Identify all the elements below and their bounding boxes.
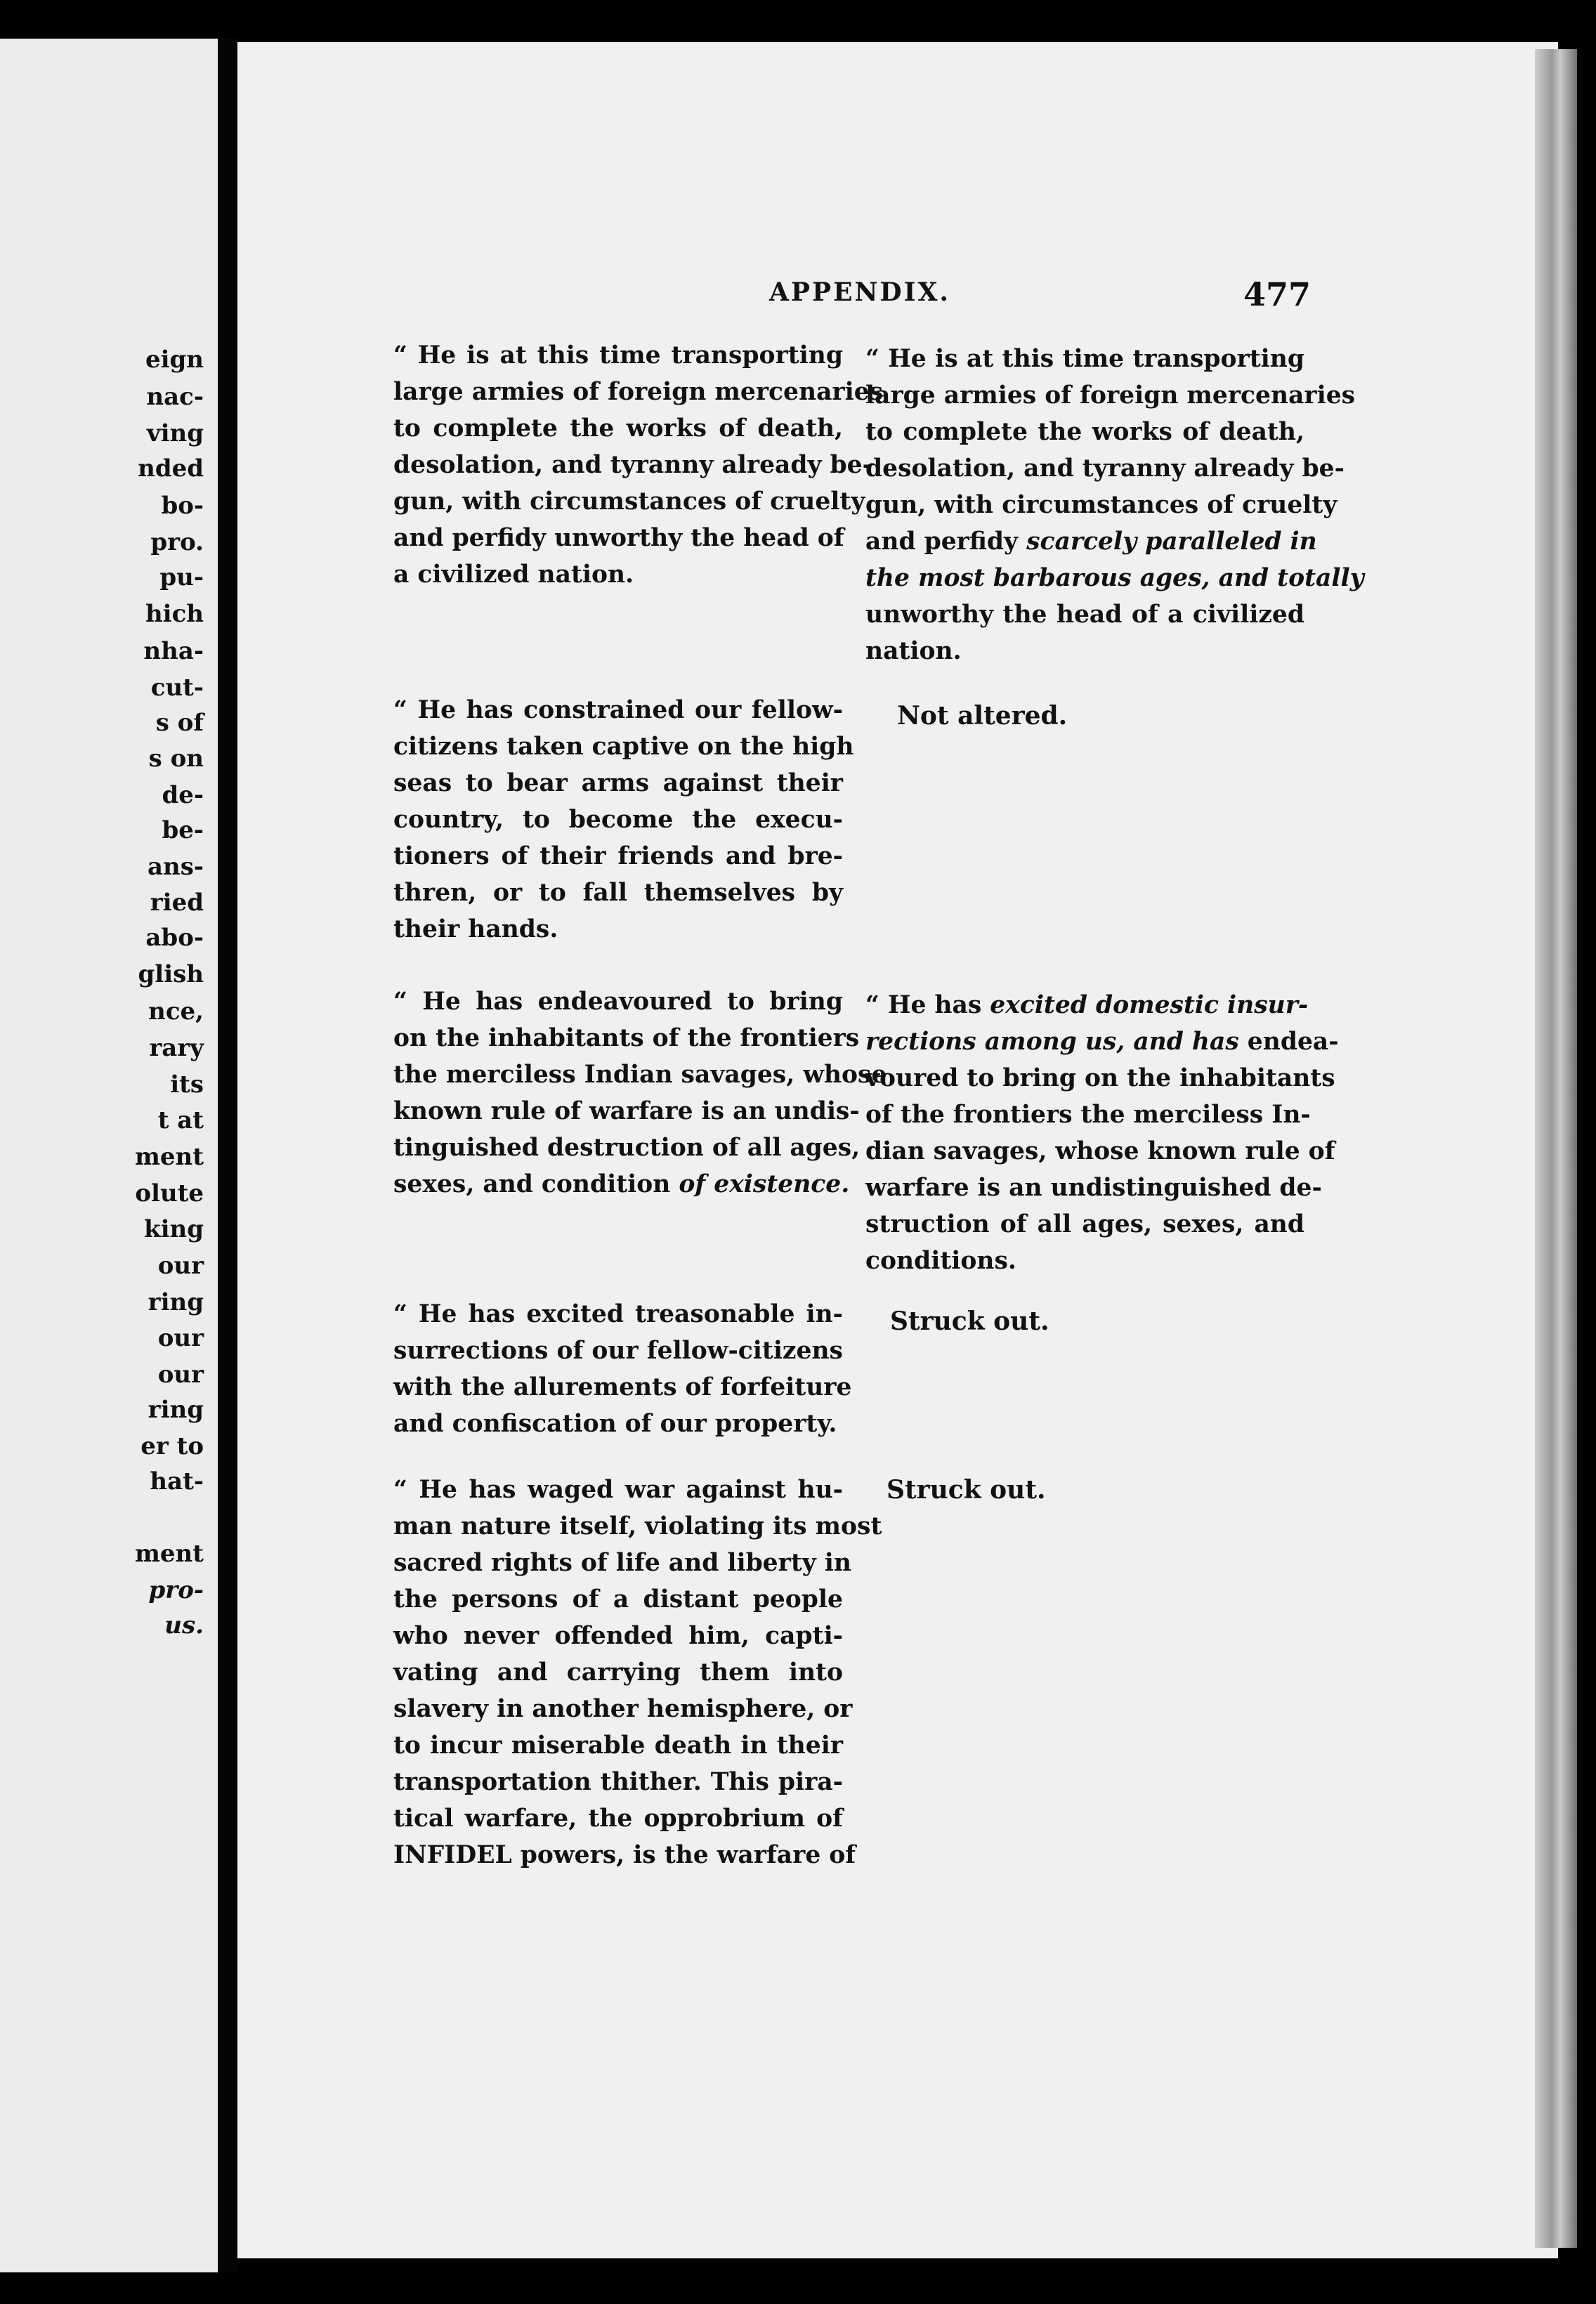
text-line: to complete the works of death, <box>393 414 843 443</box>
fragment-text: bo- <box>161 492 204 520</box>
fragment-text: s of <box>155 709 204 737</box>
text-line: warfare is an undistinguished de- <box>865 1174 1322 1202</box>
text-line: gun, with circumstances of cruelty <box>393 487 865 516</box>
book-gutter <box>218 39 239 2272</box>
fragment-text: nded <box>138 454 204 483</box>
fragment-text: ried <box>150 889 204 917</box>
fragment-text: glish <box>138 960 204 988</box>
fragment-text: pro- <box>148 1576 204 1604</box>
text-line: man nature itself, violating its most <box>393 1512 882 1540</box>
text-line: vating and carrying them into <box>393 1658 843 1687</box>
fragment-text: our <box>157 1361 204 1389</box>
italic-run: of existence. <box>679 1170 850 1198</box>
text-line: slavery in another hemisphere, or <box>393 1695 853 1723</box>
fragment-text: ring <box>148 1288 204 1316</box>
text-line: the persons of a distant people <box>393 1585 843 1614</box>
text-line: their hands. <box>393 915 558 943</box>
fragment-text: s on <box>148 745 204 773</box>
text-line: dian savages, whose known rule of <box>865 1137 1335 1165</box>
fragment-text: olute <box>135 1179 204 1207</box>
text-line: struction of all ages, sexes, and <box>865 1210 1304 1238</box>
fragment-text: pu- <box>159 563 204 591</box>
text-line: large armies of foreign mercenaries <box>393 378 884 406</box>
text-line: who never offended him, capti- <box>393 1622 843 1650</box>
text-line: sacred rights of life and liberty in <box>393 1549 851 1577</box>
fragment-text: its <box>170 1071 204 1099</box>
right-paragraph-1 <box>865 341 1364 669</box>
paragraph-3 <box>393 983 887 1203</box>
fragment-text: de- <box>162 781 204 809</box>
fragment-text: hat- <box>150 1467 204 1495</box>
text-line: country, to become the execu- <box>393 806 843 834</box>
facing-page <box>0 39 218 2272</box>
fragment-text: ment <box>134 1143 204 1171</box>
text-line: and confiscation of our property. <box>393 1410 837 1438</box>
text-line <box>865 987 1309 1023</box>
fragment-text: king <box>144 1215 204 1243</box>
fragment-text: nha- <box>143 637 204 665</box>
italic-run: excited domestic insur- <box>990 991 1309 1019</box>
text-line: “ He has constrained our fellow- <box>393 696 843 724</box>
fragment-text: er to <box>140 1432 204 1460</box>
text-run: “ He has <box>865 991 982 1019</box>
text-line: “ He is at this time transporting <box>865 345 1304 373</box>
fragment-text: ving <box>146 419 204 447</box>
fragment-text: ment <box>134 1540 204 1568</box>
fragment-text: rary <box>149 1034 204 1062</box>
text-line: citizens taken captive on the high <box>393 733 854 761</box>
italic-run: scarcely paralleled in <box>1026 528 1317 556</box>
text-line <box>865 523 1317 560</box>
text-line: desolation, and tyranny already be- <box>865 454 1345 483</box>
text-run: and perfidy <box>865 528 1019 556</box>
text-line: with the allurements of forfeiture <box>393 1373 852 1401</box>
fragment-text: be- <box>162 816 204 844</box>
text-line: transportation thither. This pira- <box>393 1768 843 1796</box>
text-line: “ He has excited treasonable in- <box>393 1300 843 1328</box>
text-line: seas to bear arms against their <box>393 769 843 797</box>
text-line: gun, with circumstances of cruelty <box>865 491 1337 519</box>
fragment-text: ring <box>148 1396 204 1424</box>
text-line: surrections of our fellow-citizens <box>393 1337 843 1365</box>
text-line: known rule of warfare is an undis- <box>393 1097 860 1125</box>
text-line: tioners of their friends and bre- <box>393 842 843 870</box>
not-altered-note: Not altered. <box>897 701 1068 731</box>
text-line: unworthy the head of a civilized <box>865 601 1304 629</box>
text-line: the most barbarous ages, and totally <box>865 564 1364 592</box>
text-line: large armies of foreign mercenaries <box>865 381 1356 410</box>
text-line: and perfidy unworthy the head of <box>393 524 844 552</box>
right-paragraph-3 <box>865 987 1339 1279</box>
text-line <box>865 1023 1339 1060</box>
text-run: endea- <box>1247 1028 1339 1056</box>
text-line: the merciless Indian savages, whose <box>393 1061 887 1089</box>
fragment-text: hich <box>145 600 204 628</box>
text-line: tinguished destruction of all ages, <box>393 1134 861 1162</box>
paragraph-1 <box>393 337 884 593</box>
fragment-text: nac- <box>146 383 204 411</box>
text-line: desolation, and tyranny already be- <box>393 451 872 479</box>
text-line: nation. <box>865 637 962 665</box>
paragraph-4 <box>393 1296 852 1442</box>
page-number: 477 <box>1243 275 1312 313</box>
text-line <box>393 1166 850 1203</box>
fragment-text: nce, <box>148 997 204 1026</box>
struck-out-note-1: Struck out. <box>890 1307 1049 1336</box>
text-line: to incur miserable death in their <box>393 1732 843 1760</box>
text-line: to complete the works of death, <box>865 418 1304 446</box>
text-line: a civilized nation. <box>393 561 634 589</box>
text-line: INFIDEL powers, is the warfare of <box>393 1841 856 1869</box>
fragment-text: pro. <box>150 528 204 556</box>
fragment-text: us. <box>164 1611 204 1639</box>
italic-run: rections among us, and has <box>865 1028 1239 1056</box>
page-edge <box>1535 49 1577 2248</box>
text-line: on the inhabitants of the frontiers <box>393 1024 860 1052</box>
text-line: “ He has endeavoured to bring <box>393 988 843 1016</box>
facing-page-text-fragments <box>0 39 218 2272</box>
text-run: sexes, and condition <box>393 1170 671 1198</box>
fragment-text: abo- <box>145 924 204 952</box>
paragraph-5 <box>393 1472 882 1873</box>
fragment-text: ans- <box>147 853 204 881</box>
text-line: “ He is at this time transporting <box>393 341 843 369</box>
struck-out-note-2: Struck out. <box>887 1475 1046 1505</box>
text-line: of the frontiers the merciless In- <box>865 1101 1311 1129</box>
text-line: conditions. <box>865 1247 1016 1275</box>
fragment-text: cut- <box>150 674 204 702</box>
running-header: APPENDIX. <box>769 277 950 307</box>
text-line: tical warfare, the opprobrium of <box>393 1805 843 1833</box>
text-line: “ He has waged war against hu- <box>393 1476 843 1504</box>
text-line: thren, or to fall themselves by <box>393 879 843 907</box>
text-line: voured to bring on the inhabitants <box>865 1064 1335 1092</box>
fragment-text: our <box>157 1252 204 1280</box>
paragraph-2 <box>393 692 854 948</box>
fragment-text: t at <box>157 1106 204 1134</box>
fragment-text: eign <box>145 346 204 374</box>
fragment-text: our <box>157 1324 204 1352</box>
